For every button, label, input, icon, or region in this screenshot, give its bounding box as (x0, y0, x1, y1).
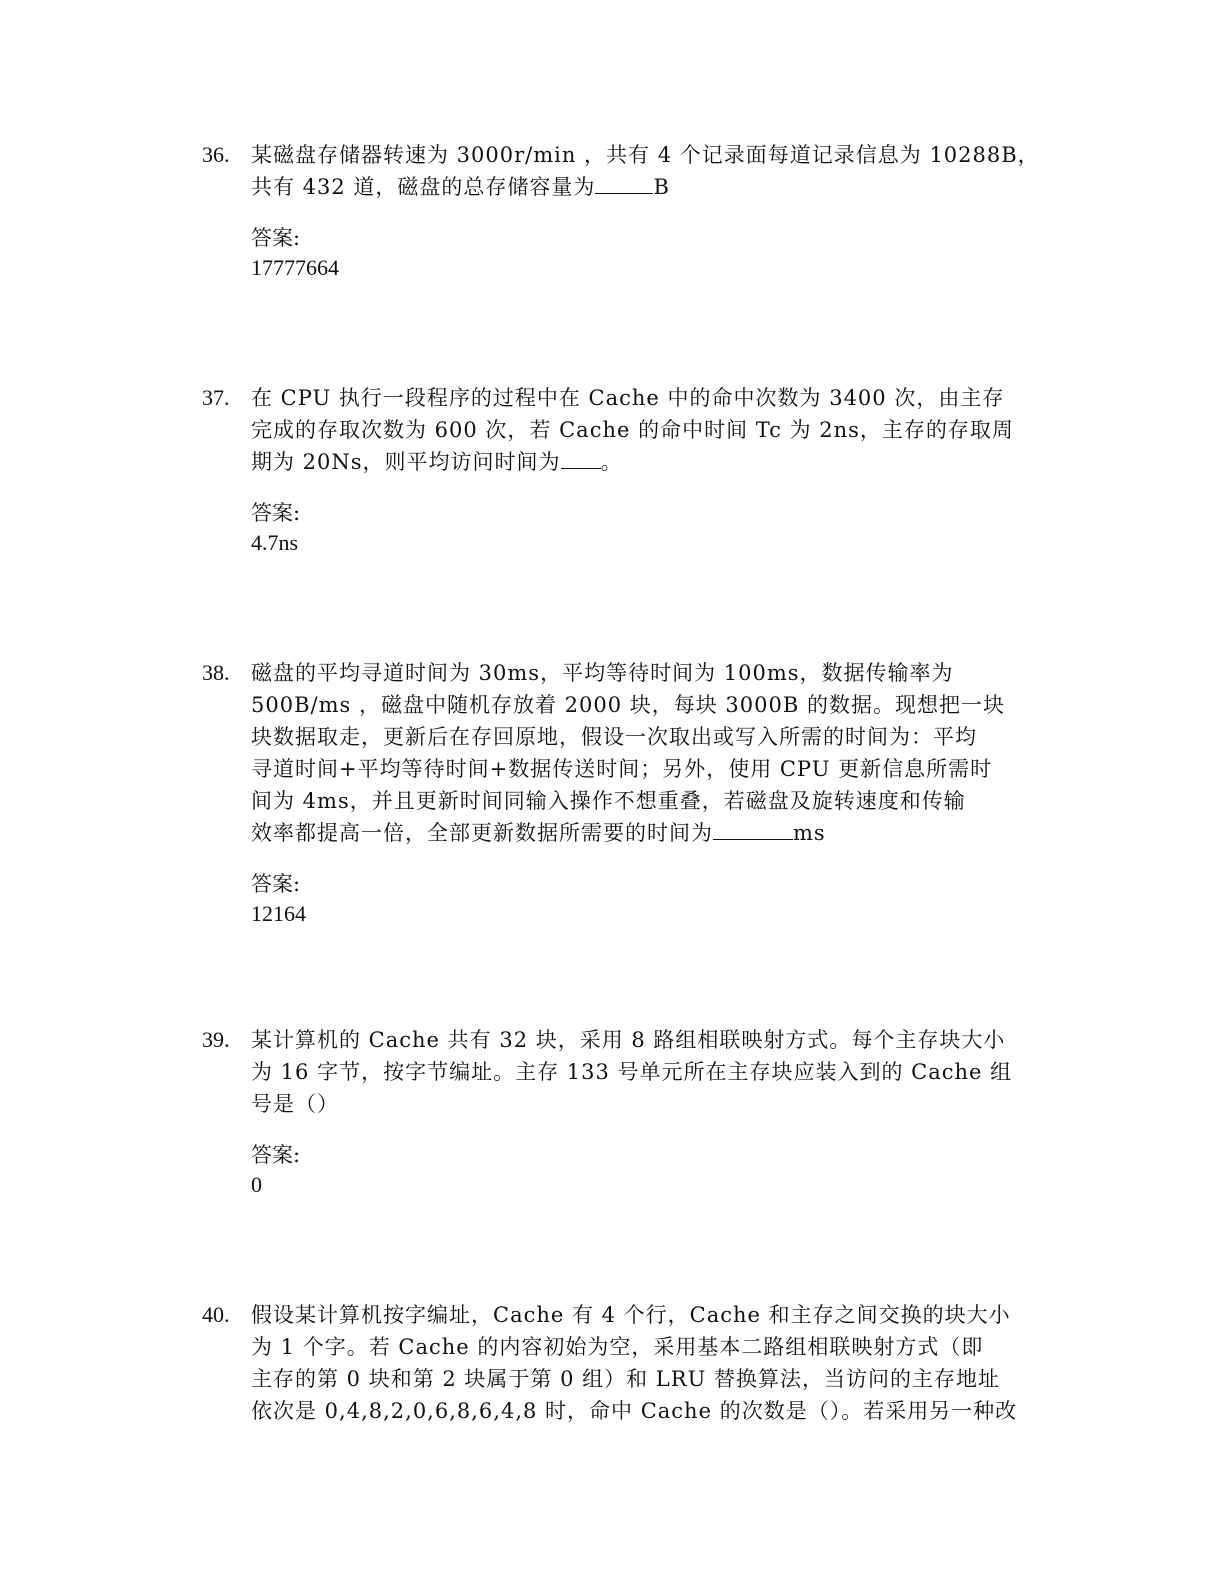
question-text-line (251, 446, 1041, 478)
answer-block (251, 870, 1041, 928)
answer-label: 答案: (251, 226, 301, 250)
question-body (251, 139, 1041, 282)
answer-value: 12164 (251, 901, 306, 926)
question-text-line: 磁盘的平均寻道时间为 30ms，平均等待时间为 100ms，数据传输率为 (251, 661, 954, 685)
question-text: 共有 432 道，磁盘的总存储容量为 (251, 175, 596, 199)
answer-value: 0 (251, 1172, 262, 1197)
question-text-line: 某计算机的 Cache 共有 32 块，采用 8 路组相联映射方式。每个主存块大小 (251, 1028, 1006, 1052)
answer-label: 答案: (251, 872, 301, 896)
question-text-line: 完成的存取次数为 600 次，若 Cache 的命中时间 Tc 为 2ns，主存的存取周 (251, 418, 1014, 442)
question-text-line: 间为 4ms，并且更新时间同输入操作不想重叠，若磁盘及旋转速度和传输 (251, 789, 966, 813)
question-text-line: 在 CPU 执行一段程序的过程中在 Cache 中的命中次数为 3400 次，由主存 (251, 386, 1005, 410)
question-body (251, 382, 1041, 557)
question-text-line: 为 16 字节，按字节编址。主存 133 号单元所在主存块应装入到的 Cache 组 (251, 1060, 1013, 1084)
question-text-line: 假设某计算机按字编址，Cache 有 4 个行，Cache 和主存之间交换的块大小 (251, 1303, 1011, 1327)
question-text: 效率都提高一倍，全部更新数据所需要的时间为 (251, 821, 713, 845)
question-number: 38. (202, 660, 230, 685)
question-number: 36. (202, 142, 230, 167)
answer-blank (561, 446, 601, 469)
question-text-line (251, 817, 1041, 849)
question-text-line: 主存的第 0 块和第 2 块属于第 0 组）和 LRU 替换算法，当访问的主存地址 (251, 1367, 1000, 1391)
question-text-line (251, 171, 1041, 203)
question-text-line: 依次是 0,4,8,2,0,6,8,6,4,8 时，命中 Cache 的次数是（）。若采用另一种改 (251, 1399, 1018, 1423)
question-number: 40. (202, 1302, 230, 1327)
question-body (251, 1024, 1041, 1199)
question-text: 期为 20Ns，则平均访问时间为 (251, 450, 561, 474)
answer-block (251, 499, 1041, 557)
question-body (251, 1299, 1041, 1427)
blank-suffix: 。 (600, 450, 623, 474)
question-text-line: 块数据取走，更新后在存回原地，假设一次取出或写入所需的时间为：平均 (251, 725, 977, 749)
answer-blank (713, 817, 793, 840)
question-text-line: 号是（） (251, 1092, 339, 1116)
answer-value: 4.7ns (251, 530, 299, 555)
answer-label: 答案: (251, 501, 301, 525)
answer-value: 17777664 (251, 255, 339, 280)
question-text-line: 500B/ms ，磁盘中随机存放着 2000 块，每块 3000B 的数据。现想把一块 (251, 693, 1005, 717)
answer-blank (595, 171, 653, 194)
question-text-line: 某磁盘存储器转速为 3000r/min ，共有 4 个记录面每道记录信息为 10288B， (251, 143, 1040, 167)
question-body (251, 657, 1041, 928)
blank-suffix: ms (793, 821, 826, 845)
answer-block (251, 1141, 1041, 1199)
question-text-line: 寻道时间+平均等待时间+数据传送时间；另外，使用 CPU 更新信息所需时 (251, 757, 993, 781)
answer-label: 答案: (251, 1143, 301, 1167)
question-number: 39. (202, 1027, 230, 1052)
question-number: 37. (202, 385, 230, 410)
answer-block (251, 224, 1041, 282)
question-text-line: 为 1 个字。若 Cache 的内容初始为空，采用基本二路组相联映射方式（即 (251, 1335, 984, 1359)
blank-suffix: B (653, 175, 670, 199)
